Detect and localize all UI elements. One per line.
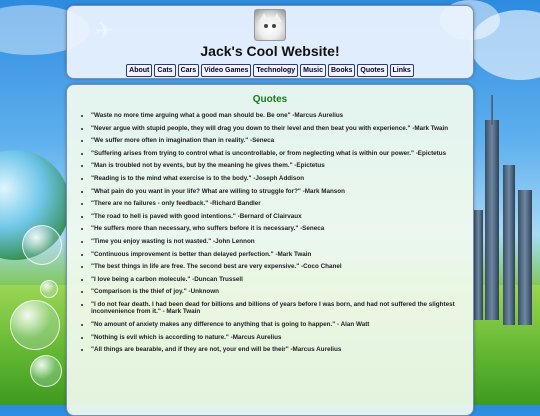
nav-about-button[interactable]: About [126, 64, 152, 77]
nav-technology-button[interactable]: Technology [253, 64, 298, 77]
site-title: Jack's Cool Website! [200, 43, 340, 59]
quote-item: • "We suffer more often in imagination than in reality." -Seneca [91, 137, 455, 144]
quote-item: • "Comparison is the thief of joy." -Unknown [91, 288, 455, 295]
nav-books-button[interactable]: Books [328, 64, 355, 77]
nav-cars-button[interactable]: Cars [178, 64, 200, 77]
quotes-list [67, 112, 473, 354]
quote-item: • "No amount of anxiety makes any difference to anything that is going to happen." - Alan Watt [91, 321, 455, 328]
quote-item: • "Suffering arises from trying to control what is uncontrollable, or from neglecting what is within our power." -Epictetus [91, 150, 455, 157]
quote-item: • "Man is troubled not by events, but by the meaning he gives them." -Epictetus [91, 162, 455, 169]
quote-item: • "Nothing is evil which is according to nature." -Marcus Aurelius [91, 334, 455, 341]
skyscraper [503, 165, 515, 325]
nav-bar [67, 64, 473, 77]
nav-links-button[interactable]: Links [390, 64, 414, 77]
bubble [22, 225, 62, 265]
quote-item: • "There are no failures - only feedback." -Richard Bandler [91, 200, 455, 207]
bubble [40, 280, 58, 298]
quote-item: • "The road to hell is paved with good intentions." -Bernard of Clairvaux [91, 213, 455, 220]
nav-cats-button[interactable]: Cats [154, 64, 175, 77]
bubble [10, 300, 60, 350]
quote-item: • "Waste no more time arguing what a good man should be. Be one" -Marcus Aurelius [91, 112, 455, 119]
nav-video-games-button[interactable]: Video Games [201, 64, 251, 77]
quotes-panel [66, 84, 474, 416]
quotes-heading: Quotes [252, 94, 288, 105]
cat-avatar [254, 9, 286, 41]
quote-item: • "I love being a carbon molecule." -Duncan Trussell [91, 276, 455, 283]
nav-music-button[interactable]: Music [300, 64, 326, 77]
quote-item: • "The best things in life are free. The second best are very expensive." -Coco Chanel [91, 263, 455, 270]
quote-item: • "What pain do you want in your life? What are willing to struggle for?" -Mark Manson [91, 188, 455, 195]
skyscraper [491, 95, 493, 125]
bubble [30, 355, 62, 387]
quote-item: • "Time you enjoy wasting is not wasted." -John Lennon [91, 238, 455, 245]
quote-item: • "All things are bearable, and if they are not, your end will be their" -Marcus Aurelius [91, 346, 455, 353]
skyscraper [485, 120, 499, 320]
quote-item: • "Never argue with stupid people, they will drag you down to their level and then beat you with experience." -Mark Twain [91, 125, 455, 132]
quote-item: • "Reading is to the mind what exercise is to the body." -Joseph Addison [91, 175, 455, 182]
skyscraper [474, 210, 483, 320]
quote-item: • "I do not fear death. I had been dead for billions and billions of years before I was born, and had not suffered the slightest inconvenience from it." - Mark Twain [91, 301, 455, 316]
skyscraper [518, 190, 532, 325]
nav-quotes-button[interactable]: Quotes [357, 64, 387, 77]
quote-item: • "Continuous improvement is better than delayed perfection." -Mark Twain [91, 251, 455, 258]
quote-item: • "He suffers more than necessary, who suffers before it is necessary." -Seneca [91, 225, 455, 232]
site-header [66, 5, 474, 79]
